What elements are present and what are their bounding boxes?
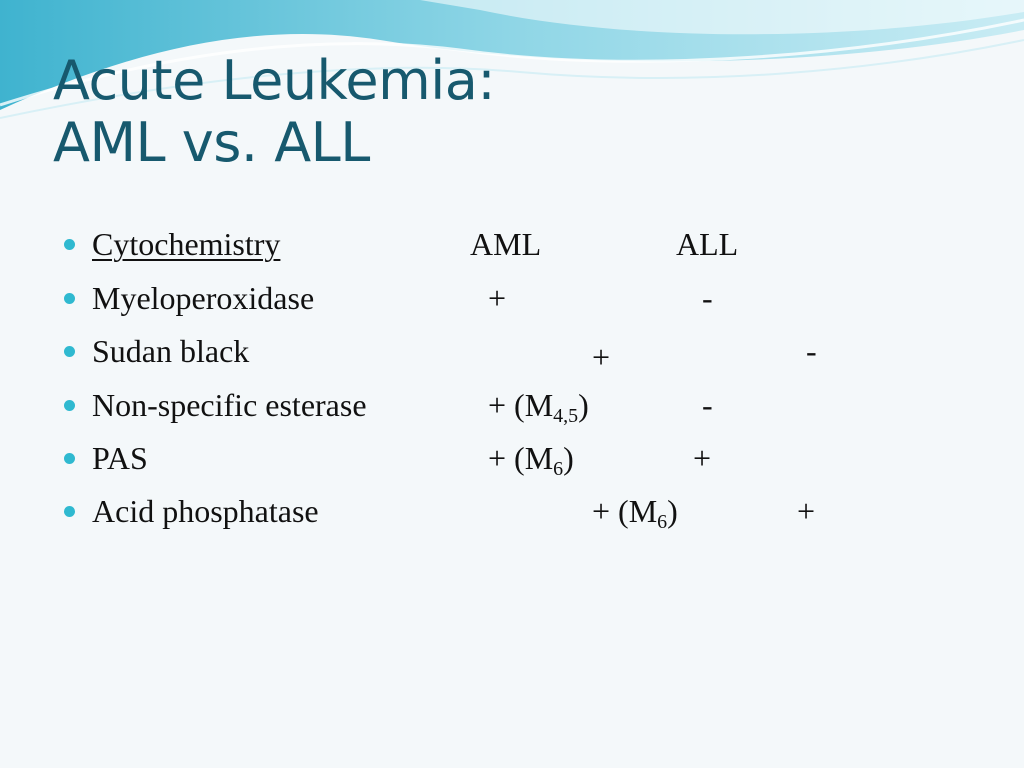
- list-item: [0, 385, 1024, 425]
- aml-value: +: [488, 280, 507, 316]
- list-item-header: [0, 224, 1024, 264]
- row-label: Myeloperoxidase: [92, 280, 315, 316]
- row-label: Acid phosphatase: [92, 493, 319, 529]
- aml-value: +: [592, 339, 611, 375]
- column-header-cytochemistry: Cytochemistry: [92, 226, 281, 262]
- column-header-aml: AML: [470, 226, 542, 262]
- list-item: [0, 491, 1024, 531]
- column-header-all: ALL: [676, 226, 739, 262]
- slide-title: [53, 50, 495, 174]
- title-line-2: AML vs. ALL: [53, 111, 370, 174]
- bullet-icon: [64, 506, 75, 517]
- bullet-icon: [64, 346, 75, 357]
- bullet-icon: [64, 293, 75, 304]
- bullet-icon: [64, 239, 75, 250]
- bullet-icon: [64, 453, 75, 464]
- all-value: -: [702, 280, 713, 316]
- all-value: -: [702, 387, 713, 423]
- all-value: -: [806, 333, 817, 369]
- list-item: [0, 331, 1024, 375]
- list-item: [0, 278, 1024, 318]
- row-label: Non-specific esterase: [92, 387, 367, 423]
- all-value: +: [693, 440, 712, 476]
- row-label: Sudan black: [92, 333, 250, 369]
- all-value: +: [797, 493, 816, 529]
- aml-value: + $(M_6)$: [592, 493, 678, 533]
- aml-value: + $(M_6)$: [488, 440, 574, 480]
- row-label: PAS: [92, 440, 148, 476]
- aml-value: + $(M_{4,5})$: [488, 387, 589, 427]
- list-item: [0, 438, 1024, 478]
- bullet-icon: [64, 400, 75, 411]
- title-line-1: Acute Leukemia:: [53, 49, 496, 112]
